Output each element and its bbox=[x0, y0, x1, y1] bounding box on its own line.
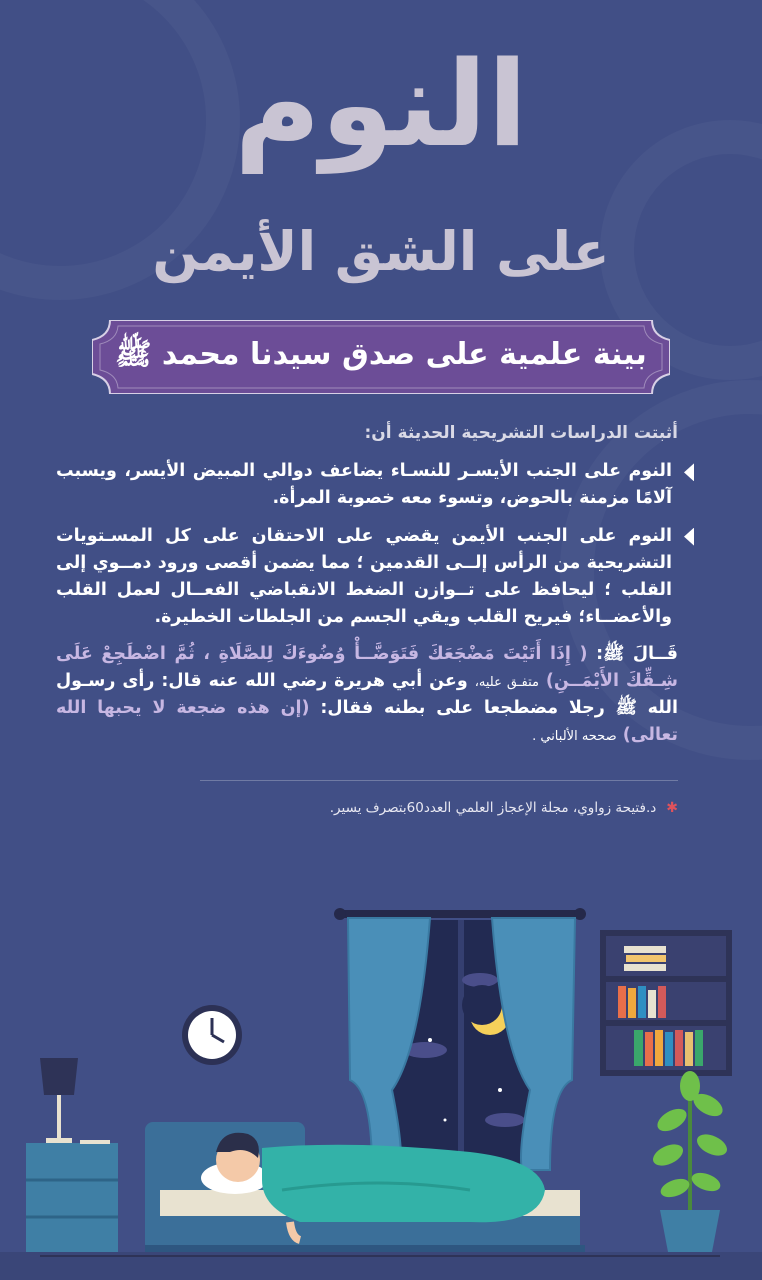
hadith-narration: وعن أبي هريرة رضي الله عنه قال: رأى رسـول الله ﷺ رجلا مضطجعا على بطنه فقال: bbox=[56, 671, 678, 719]
paragraph-left-side bbox=[56, 458, 678, 512]
lamp-icon bbox=[40, 1058, 78, 1143]
hadith-quote: ( إِذَا أَتَيْتَ مَضْجَعَكَ فَتَوَضَّــأْ وُضُوءَكَ لِلصَّلَاةِ ، ثُمَّ اضْطَجِعْ عَلَى شِـقِّكَ الأَيْمَــنِ) bbox=[56, 644, 678, 692]
page-title: النوم bbox=[234, 35, 528, 173]
article-body bbox=[56, 420, 678, 750]
hadith-source: متفـق عليه، bbox=[474, 675, 539, 691]
reference-line bbox=[330, 800, 678, 816]
paragraph-text: النوم على الجنب الأيمن يقضي على الاحتقان على كل المسـتويات التشريحية من الرأس إلــى القدمين ؛ مما يضمن أقصى ورود دمــوي إلى القلب ؛ ليحافظ على تــوازن الضغط الانقباضي الفعــال لعمل القلب والأعضــاء؛ فيريح القلب ويقي الجسم من الجلطات الخطيرة. bbox=[56, 525, 672, 627]
nightstand bbox=[26, 1140, 118, 1253]
divider bbox=[200, 780, 678, 781]
wall-clock-icon bbox=[182, 1005, 242, 1065]
hadith-text bbox=[56, 641, 678, 750]
hadith-source: صححه الألباني . bbox=[532, 729, 617, 745]
reference-text: د.فتيحة زواوي، مجلة الإعجاز العلمي العدد60بتصرف يسير. bbox=[329, 800, 657, 816]
bookshelf-icon bbox=[600, 930, 732, 1076]
headline-banner bbox=[92, 320, 670, 394]
star-icon: ✱ bbox=[666, 800, 678, 816]
paragraph-right-side bbox=[56, 523, 678, 632]
hadith-lead: قَــالَ ﷺ: bbox=[596, 644, 678, 665]
bedroom-illustration bbox=[0, 890, 762, 1280]
hadith-quote: (إن هذه ضجعة لا يحبها الله تعالى) bbox=[56, 698, 678, 746]
page-subtitle: على الشق الأيمن bbox=[152, 220, 610, 283]
banner-text: بينة علمية على صدق سيدنا محمد ﷺ bbox=[115, 336, 647, 372]
intro-text: أثبتت الدراسات التشريحية الحديثة أن: bbox=[364, 423, 678, 443]
plant-icon bbox=[650, 1071, 731, 1252]
paragraph-text: النوم على الجنب الأيسـر للنسـاء يضاعف دوالي المبيض الأيسر، ويسبب آلامًا مزمنة بالحوض، وتسوء معه خصوبة المرأة. bbox=[56, 461, 672, 509]
